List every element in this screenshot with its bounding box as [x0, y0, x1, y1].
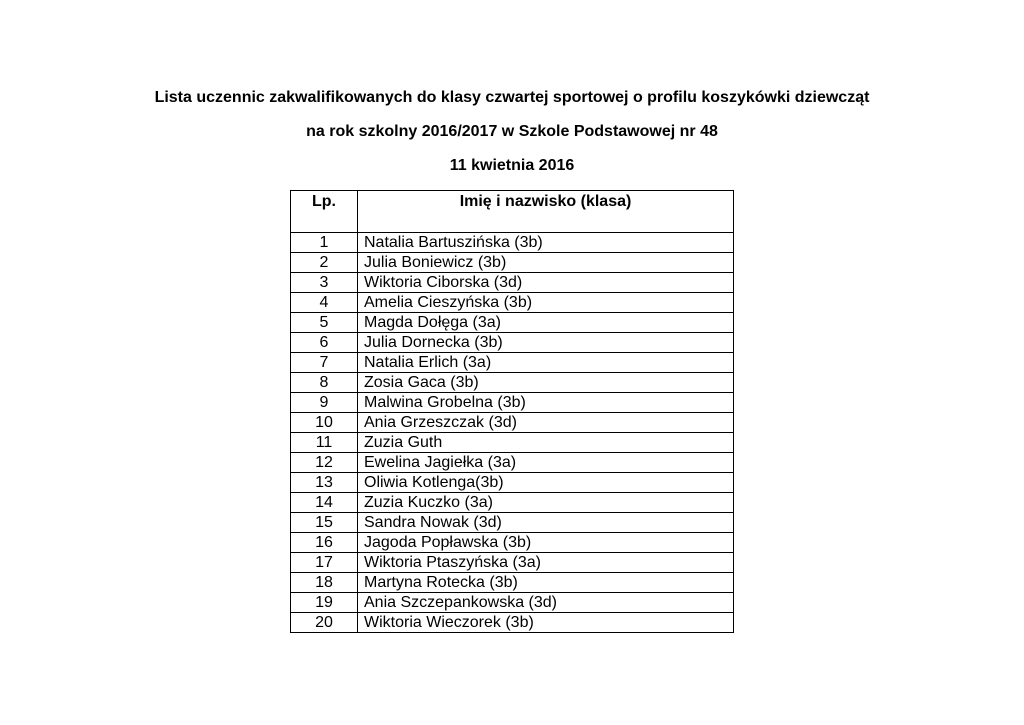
table-row [291, 253, 734, 273]
student-list-table [290, 190, 734, 633]
table-row [291, 493, 734, 513]
student-name: Julia Boniewicz (3b) [358, 253, 734, 273]
table-row [291, 473, 734, 493]
table-row [291, 393, 734, 413]
column-header-name: Imię i nazwisko (klasa) [358, 191, 734, 233]
student-name: Malwina Grobelna (3b) [358, 393, 734, 413]
student-name: Magda Dołęga (3a) [358, 313, 734, 333]
table-row [291, 613, 734, 633]
student-name: Wiktoria Ciborska (3d) [358, 273, 734, 293]
table-row [291, 433, 734, 453]
row-number: 13 [291, 473, 358, 493]
row-number: 18 [291, 573, 358, 593]
student-name: Sandra Nowak (3d) [358, 513, 734, 533]
document-subtitle: na rok szkolny 2016/2017 w Szkole Podstawowej nr 48 [306, 123, 718, 140]
student-name: Julia Dornecka (3b) [358, 333, 734, 353]
row-number: 20 [291, 613, 358, 633]
student-name: Ewelina Jagiełka (3a) [358, 453, 734, 473]
row-number: 5 [291, 313, 358, 333]
table-body [291, 233, 734, 633]
student-name: Wiktoria Wieczorek (3b) [358, 613, 734, 633]
row-number: 1 [291, 233, 358, 253]
table-row [291, 273, 734, 293]
row-number: 4 [291, 293, 358, 313]
table-row [291, 333, 734, 353]
table-row [291, 593, 734, 613]
row-number: 19 [291, 593, 358, 613]
table-header-row [291, 191, 734, 233]
table-row [291, 353, 734, 373]
student-name: Natalia Erlich (3a) [358, 353, 734, 373]
student-name: Ania Grzeszczak (3d) [358, 413, 734, 433]
table-row [291, 313, 734, 333]
row-number: 17 [291, 553, 358, 573]
row-number: 15 [291, 513, 358, 533]
table-row [291, 413, 734, 433]
row-number: 12 [291, 453, 358, 473]
student-name: Zuzia Kuczko (3a) [358, 493, 734, 513]
student-name: Jagoda Popławska (3b) [358, 533, 734, 553]
row-number: 2 [291, 253, 358, 273]
row-number: 8 [291, 373, 358, 393]
table-row [291, 453, 734, 473]
student-name: Ania Szczepankowska (3d) [358, 593, 734, 613]
table-row [291, 513, 734, 533]
student-name: Zuzia Guth [358, 433, 734, 453]
row-number: 16 [291, 533, 358, 553]
row-number: 7 [291, 353, 358, 373]
column-header-lp: Lp. [291, 191, 358, 233]
student-name: Natalia Bartuszińska (3b) [358, 233, 734, 253]
row-number: 10 [291, 413, 358, 433]
row-number: 9 [291, 393, 358, 413]
row-number: 6 [291, 333, 358, 353]
table-row [291, 293, 734, 313]
table-row [291, 573, 734, 593]
student-name: Wiktoria Ptaszyńska (3a) [358, 553, 734, 573]
student-name: Zosia Gaca (3b) [358, 373, 734, 393]
student-name: Amelia Cieszyńska (3b) [358, 293, 734, 313]
row-number: 11 [291, 433, 358, 453]
table-row [291, 533, 734, 553]
table-row [291, 373, 734, 393]
table-row [291, 233, 734, 253]
row-number: 3 [291, 273, 358, 293]
document-date: 11 kwietnia 2016 [449, 157, 575, 174]
student-name: Martyna Rotecka (3b) [358, 573, 734, 593]
table-row [291, 553, 734, 573]
student-name: Oliwia Kotlenga(3b) [358, 473, 734, 493]
document-title: Lista uczennic zakwalifikowanych do klasy czwartej sportowej o profilu koszykówki dziewcząt [154, 89, 870, 106]
row-number: 14 [291, 493, 358, 513]
